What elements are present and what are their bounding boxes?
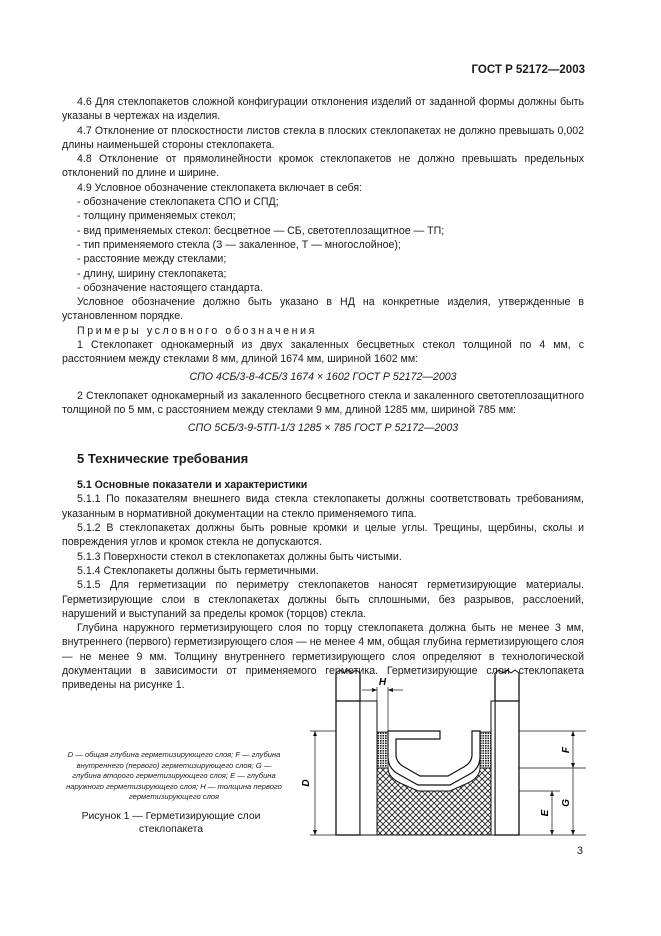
page-body <box>62 95 584 693</box>
paragraph-5-1-3: 5.1.3 Поверхности стекол в стеклопакетах должны быть чистыми. <box>77 550 402 563</box>
paragraph-5-1-4: 5.1.4 Стеклопакеты должны быть герметичными. <box>77 564 319 577</box>
list-item: - расстояние между стеклами; <box>77 253 227 266</box>
figure-caption: Рисунок 1 — Герметизирующие слои стеклопакета <box>81 811 261 835</box>
example-2-designation: СПО 5СБ/3-9-5ТП-1/3 1285 × 785 ГОСТ Р 52172—2003 <box>187 421 459 434</box>
dimension-f <box>519 731 586 768</box>
label-f: F <box>561 746 572 754</box>
designation-note: Условное обозначение должно быть указано в НД на конкретные изделия, утвержденные в установленном порядке. <box>62 296 584 323</box>
paragraph-4-8: 4.8 Отклонение от прямолинейности кромок стеклопакетов не должно превышать предельных отклонений по длине и ширине. <box>62 153 584 180</box>
figure-legend: D — общая глубина герметизирующего слоя; F — глубина внутреннего (первого) герметизирующего слоя; G — глубина второго герметизирующего слоя; E — глубина наружного герметизирующего слоя; H — толщина первого герметизирующего слоя <box>66 750 282 802</box>
document-header: ГОСТ Р 52172—2003 <box>471 64 585 76</box>
paragraph-4-6: 4.6 Для стеклопакетов сложной конфигурации отклонения изделий от заданной формы должны быть указаны в чертежах на изделия. <box>62 96 584 123</box>
inner-sealant-left <box>377 732 388 768</box>
paragraph-sealant-depth: Глубина наружного герметизирующего слоя по торцу стеклопакета должна быть не менее 3 мм, внутреннего (первого) герметизирующего слоя — не менее 4 мм, общая глубина герметизирующего слоя — не менее 9 мм. Толщину внутреннего герметизирующего слоя определяют в технологической документации в зависимости от применяемого герметика. Герметизирующие слои стеклопакета приведены на рисунке 1. <box>62 622 584 692</box>
label-e: E <box>540 809 551 817</box>
label-g: G <box>561 799 572 807</box>
paragraph-5-1-5: 5.1.5 Для герметизации по периметру стеклопакетов наносят герметизирующие материалы. Герметизирующие слои в стеклопакетах должны быть сплошными, без разрывов, расслоений, нарушений и выступаний за пределы кромок (торцов) стекла. <box>62 579 584 620</box>
list-item: - обозначение настоящего стандарта. <box>77 281 264 294</box>
sealant-layers-figure <box>290 665 590 845</box>
list-item: - длину, ширину стеклопакета; <box>77 267 227 280</box>
right-glass-pane <box>495 670 519 835</box>
example-1: 1 Стеклопакет однокамерный из двух закаленных бесцветных стекол толщиной по 4 мм, с расстоянием между стеклами 8 мм, длиной 1674 мм, шириной 1602 мм: <box>62 339 584 366</box>
list-item: - обозначение стеклопакета СПО и СПД; <box>77 196 279 209</box>
label-d: D <box>301 779 312 787</box>
left-glass-pane <box>336 670 360 835</box>
paragraph-5-1-2: 5.1.2 В стеклопакетах должны быть ровные кромки и целые углы. Трещины, щербины, сколы и повреждения углов и кромок стекла не допускаются. <box>62 522 584 549</box>
list-item: - толщину применяемых стекол; <box>77 210 236 223</box>
list-item: - тип применяемого стекла (З — закаленное, Т — многослойное); <box>77 238 401 251</box>
page-number: 3 <box>576 845 583 857</box>
spacer-frame <box>388 731 480 785</box>
example-2: 2 Стеклопакет однокамерный из закаленного бесцветного стекла и закаленного светотеплозащитного толщиной по 5 мм, с расстоянием между стеклами 9 мм, длиной 1285 мм, шириной 785 мм: <box>62 389 584 417</box>
dimension-d <box>301 731 336 835</box>
dimension-g <box>561 768 575 835</box>
paragraph-4-7: 4.7 Отклонение от плоскостности листов стекла в плоских стеклопакетах не должно превышать 0,002 длины наименьшей стороны стеклопакета. <box>62 124 584 151</box>
label-h: H <box>378 677 387 688</box>
list-item: - вид применяемых стекол: бесцветное — СБ, светотеплозащитное — ТП; <box>77 224 445 237</box>
examples-title: Примеры условного обозначения <box>77 324 317 337</box>
dimension-e <box>519 791 586 835</box>
paragraph-4-9: 4.9 Условное обозначение стеклопакета включает в себя: <box>77 181 363 194</box>
paragraph-5-1-1: 5.1.1 По показателям внешнего вида стекла стеклопакеты должны соответствовать требованиям, указанным в нормативной документации на стекло применяемого типа. <box>62 493 584 520</box>
inner-sealant-right <box>480 732 491 768</box>
subsection-5-1-title: 5.1 Основные показатели и характеристики <box>77 479 308 492</box>
example-1-designation: СПО 4СБ/3-8-4СБ/3 1674 × 1602 ГОСТ Р 52172—2003 <box>189 370 457 383</box>
section-5-title: 5 Технические требования <box>77 450 249 466</box>
